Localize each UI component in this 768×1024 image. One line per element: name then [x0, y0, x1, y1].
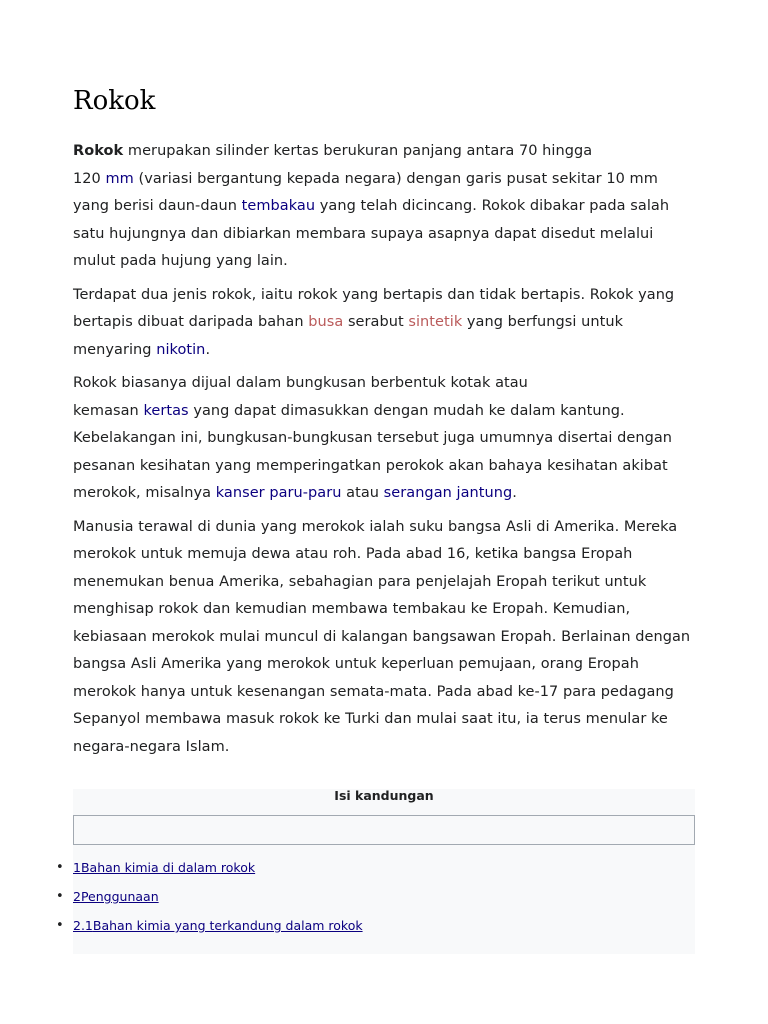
toc-label: Bahan kimia yang terkandung dalam rokok: [92, 918, 363, 933]
link-tembakau[interactable]: tembakau: [241, 198, 316, 214]
text: yang telah dicincang. Rokok dibakar pada salah satu hujungnya dan dibiarkan membara supaya asapnya dapat disedut melalui mulut pada hujung yang lain.: [73, 198, 670, 269]
paragraph-sejarah: Manusia terawal di dunia yang merokok ialah suku bangsa Asli di Amerika. Mereka merokok untuk memuja dewa atau roh. Pada abad 16, ketika bangsa Eropah menemukan benua Amerika, sebahagian para penjelajah Eropah terikut untuk menghisap rokok dan kemudian membawa tembakau ke Eropah. Kemudian, kebiasaan merokok mulai muncul di kalangan bangsawan Eropah. Berlainan dengan bangsa Asli Amerika yang merokok untuk keperluan pemujaan, orang Eropah merokok hanya untuk kesenangan semata-mata. Pada abad ke-17 para pedagang Sepanyol membawa masuk rokok ke Turki dan mulai saat itu, ia terus menular ke negara-negara Islam.: [73, 518, 691, 755]
toc-title: Isi kandungan: [334, 788, 434, 803]
link-busa[interactable]: busa: [308, 314, 344, 330]
paragraph-jenis: [73, 282, 697, 365]
toc-item: [73, 861, 363, 875]
text: yang dapat dimasukkan dengan mudah ke dalam kantung. Kebelakangan ini, bungkusan-bungkusan tersebut juga umumnya disertai dengan pesanan kesihatan yang memperingatkan perokok akan bahaya kesihatan akibat merokok, misalnya: [73, 402, 673, 501]
toc-link-bahan-terkandung[interactable]: [73, 918, 363, 933]
text: atau: [341, 485, 384, 501]
article: [73, 84, 697, 767]
text: kemasan: [73, 402, 144, 419]
text: yang berisi daun-daun: [73, 198, 242, 214]
link-nikotin[interactable]: nikotin: [156, 341, 206, 358]
bold-term: Rokok: [73, 143, 124, 159]
toc-item: [73, 919, 363, 933]
toc-number: 1: [73, 860, 81, 875]
toc-label: Penggunaan: [80, 889, 159, 904]
toc-number: 2: [73, 889, 81, 904]
text: Rokok biasanya dijual dalam bungkusan berbentuk kotak atau: [73, 375, 528, 391]
text: Terdapat dua jenis rokok, iaitu rokok yang bertapis dan tidak bertapis. Rokok yang bertapis dibuat daripada bahan: [73, 286, 675, 330]
link-kanser-paru-paru[interactable]: kanser paru-paru: [215, 485, 342, 501]
paragraph-intro: [73, 138, 697, 276]
text: .: [512, 485, 517, 501]
table-of-contents: [73, 789, 695, 954]
toc-link-bahan-kimia[interactable]: [73, 860, 255, 875]
toc-link-penggunaan[interactable]: [73, 889, 159, 904]
link-kertas[interactable]: kertas: [143, 402, 189, 419]
link-serangan-jantung[interactable]: serangan jantung: [383, 485, 513, 501]
text: yang berfungsi untuk menyaring: [73, 314, 624, 358]
toc-number: 2.1: [73, 918, 93, 933]
toc-item: [73, 890, 363, 904]
toc-list: [73, 861, 363, 948]
link-mm[interactable]: mm: [105, 170, 134, 187]
link-sintetik[interactable]: sintetik: [408, 314, 463, 330]
text: 120: [73, 170, 106, 187]
text: .: [205, 341, 211, 358]
paragraph-bungkusan: [73, 370, 697, 508]
text: serabut: [343, 314, 409, 330]
toc-label: Bahan kimia di dalam rokok: [80, 860, 256, 875]
page-title: Rokok: [73, 86, 156, 116]
text: (variasi bergantung kepada negara) dengan garis pusat sekitar 10 mm: [133, 170, 658, 187]
toc-toggle-box[interactable]: [73, 815, 695, 845]
text: merupakan silinder kertas berukuran panjang antara 70 hingga: [123, 143, 593, 159]
